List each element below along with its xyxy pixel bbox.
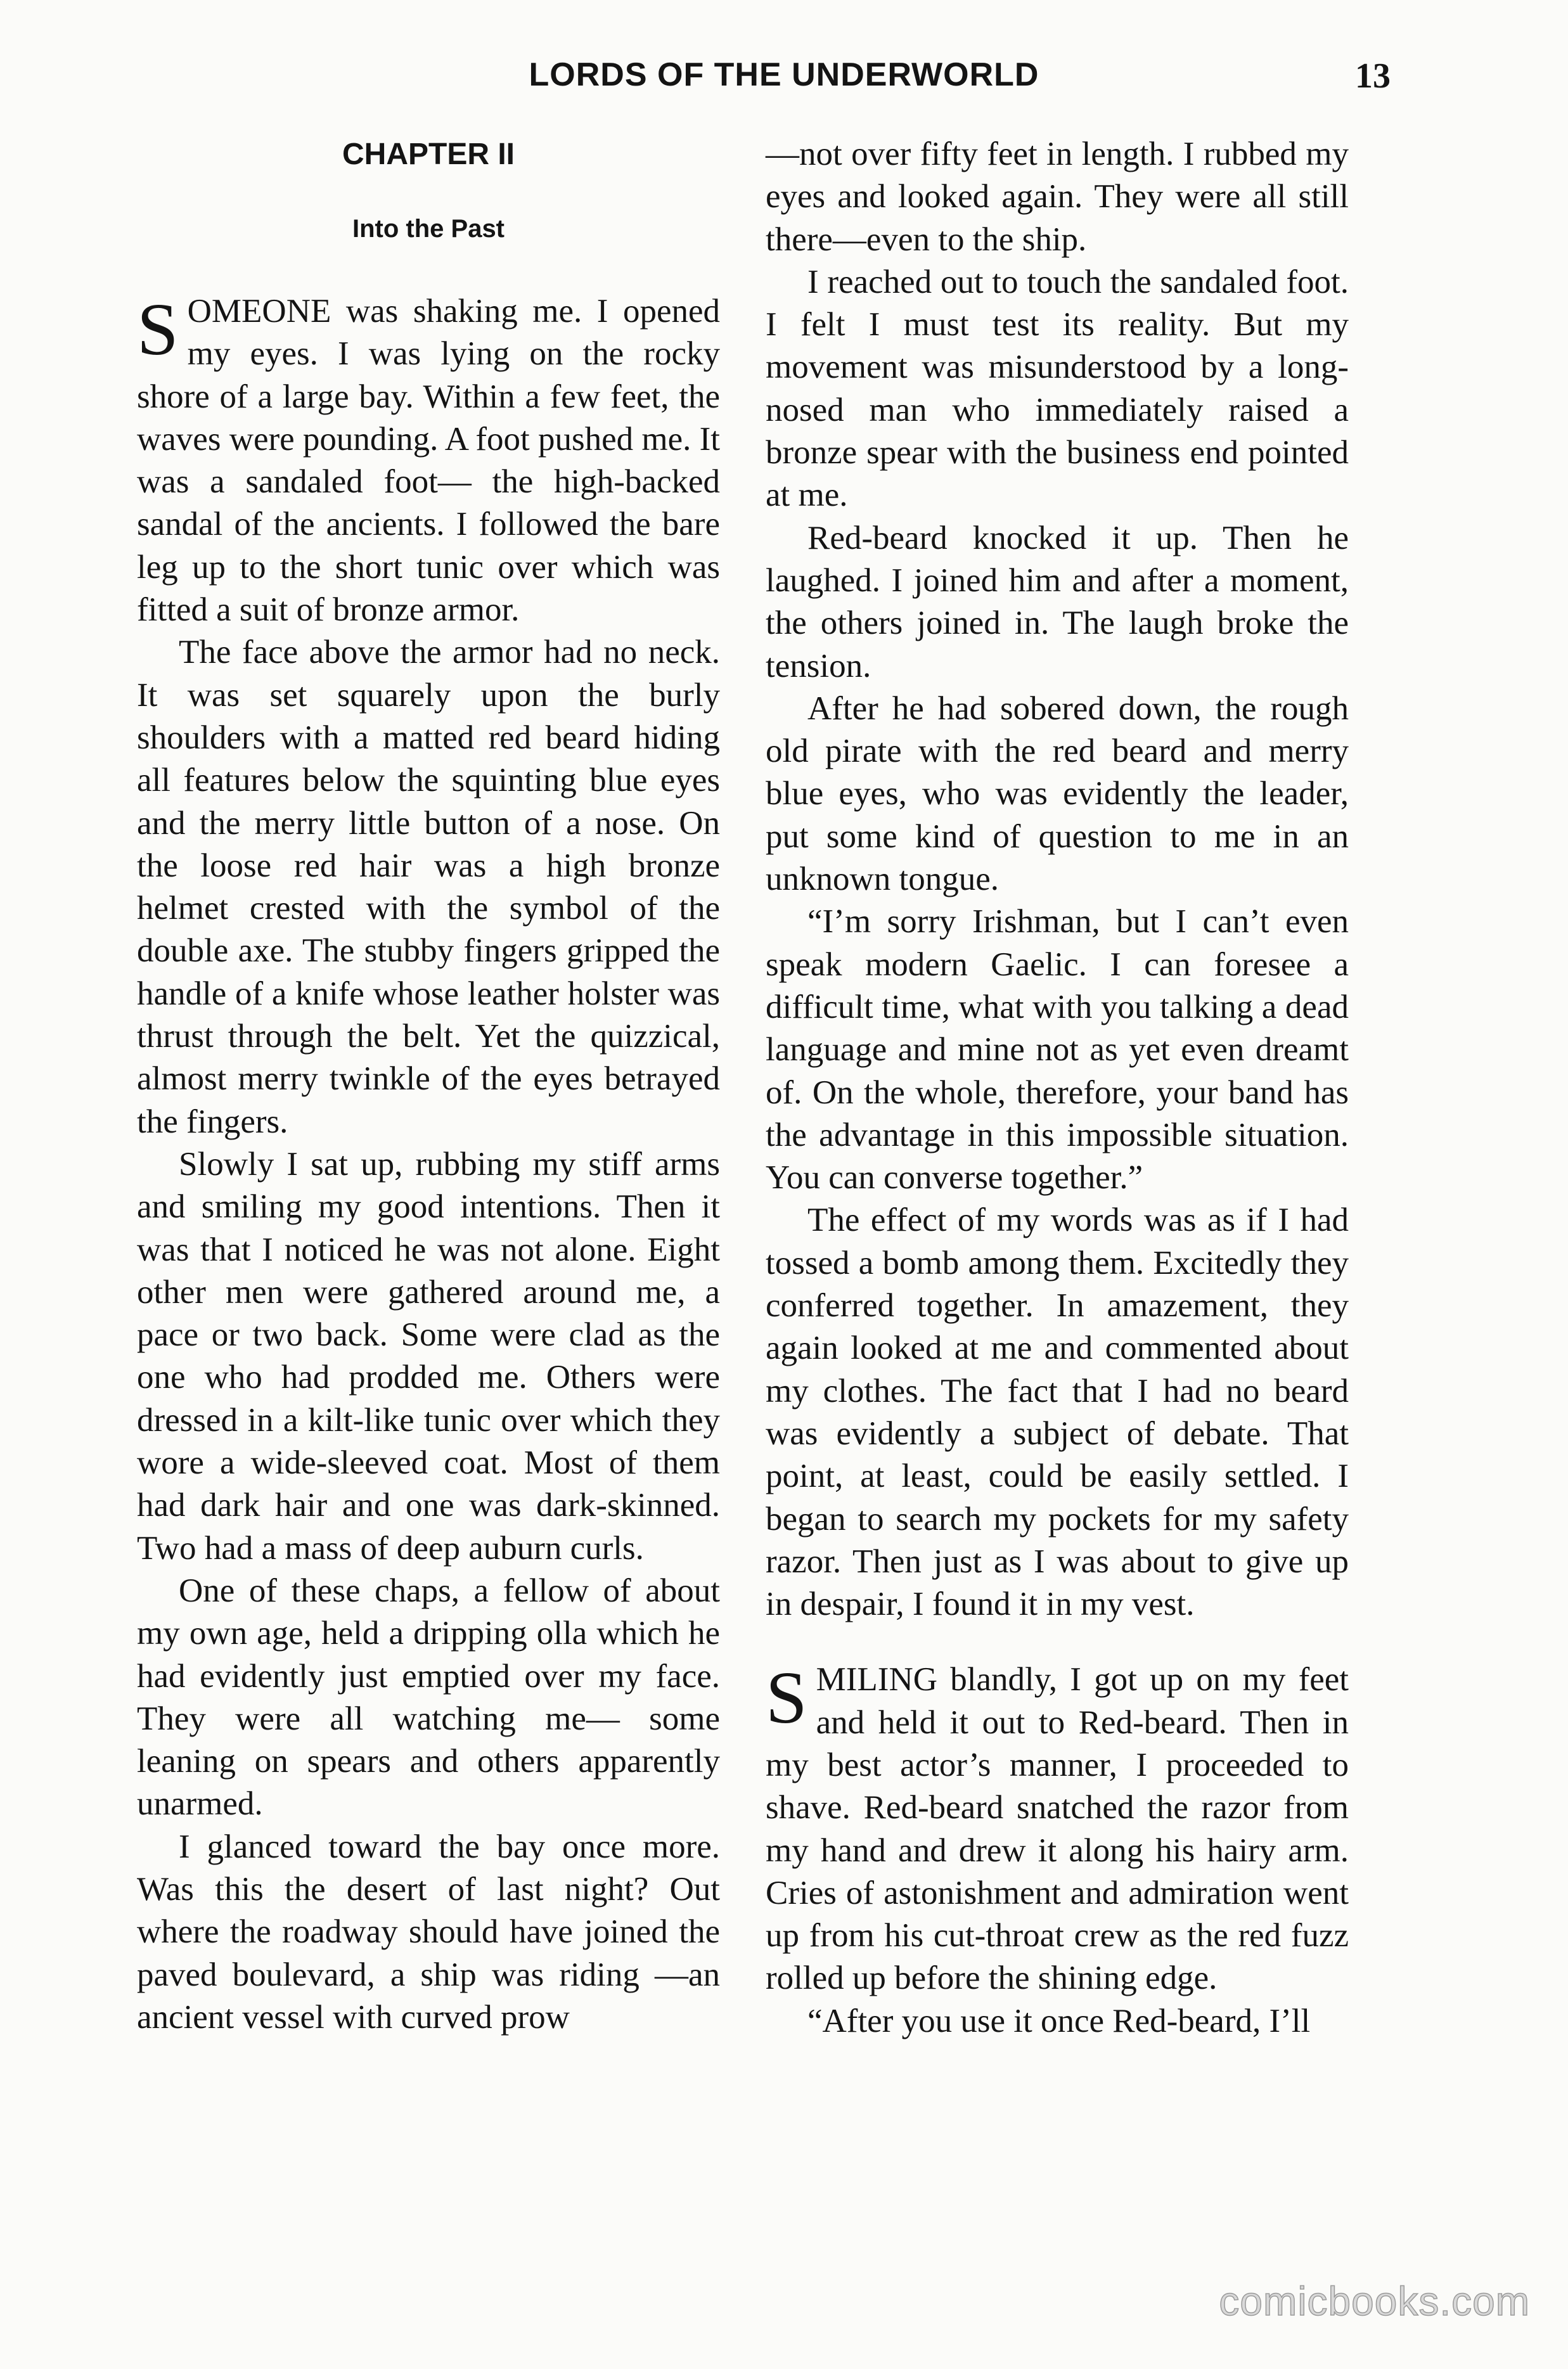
opening-text: OMEONE was shaking me. I opened my eyes. I was lying on the rocky shore of a large bay. Within a few feet, the waves were pounding. A foot pushed me. It was a sandaled foot— the high-backed sandal of the ancients. I followed the bare leg up to the short tunic over which was fitted a suit of bronze armor. <box>137 293 720 629</box>
body-paragraph: I reached out to touch the sandaled foot. I felt I must test its reality. But my movement was misunderstood by a long-nosed man who immediately raised a bronze spear with the business end pointed at me. <box>766 263 1349 514</box>
body-paragraph: The effect of my words was as if I had tossed a bomb among them. Excitedly they conferred together. In amazement, they again looked at me and commented about my clothes. The fact that I had no beard was evidently a subject of debate. That point, at least, could be easily settled. I began to search my pockets for my safety razor. Then just as I was about to give up in despair, I found it in my vest. <box>766 1202 1349 1623</box>
page-header <box>0 56 1568 100</box>
watermark: comicbooks.com <box>1219 2278 1530 2324</box>
left-column <box>137 133 720 2039</box>
body-paragraph: I glanced toward the bay once more. Was this the desert of last night? Out where the roadway should have joined the paved boulevard, a ship was riding —an ancient vessel with curved prow <box>137 1828 720 2036</box>
body-paragraph: “I’m sorry Irishman, but I can’t even speak modern Gaelic. I can foresee a difficult time, what with you talking a dead language and mine not as yet even dreamt of. On the whole, therefore, your band has the advantage in this impossible situation. You can converse together.” <box>766 903 1349 1197</box>
chapter-heading: CHAPTER II <box>342 138 515 171</box>
chapter-subtitle: Into the Past <box>352 215 505 243</box>
drop-cap: S <box>766 1656 807 1740</box>
section-opening-paragraph <box>766 1656 1349 2000</box>
page-number: 13 <box>1355 56 1391 96</box>
drop-cap: S <box>137 288 179 371</box>
opening-paragraph <box>137 290 720 631</box>
body-paragraph: Red-beard knocked it up. Then he laughed. I joined him and after a moment, the others joined in. The laugh broke the tension. <box>766 519 1349 684</box>
running-title: LORDS OF THE UNDERWORLD <box>529 56 1039 93</box>
section-opening-text: MILING blandly, I got up on my feet and held it out to Red-beard. Then in my best actor’s manner, I proceeded to shave. Red-beard snatched the razor from my hand and drew it along his hairy arm. Cries of astonishment and admiration went up from his cut-throat crew as the red fuzz rolled up before the shining edge. <box>766 1661 1349 1997</box>
body-paragraph: The face above the armor had no neck. It was set squarely upon the burly shoulders with a matted red beard hiding all features below the squinting blue eyes and the merry little button of a nose. On the loose red hair was a high bronze helmet crested with the symbol of the double axe. The stubby fingers gripped the handle of a knife whose leather holster was thrust through the belt. Yet the quizzical, almost merry twinkle of the eyes betrayed the fingers. <box>137 634 720 1140</box>
body-paragraph: “After you use it once Red-beard, I’ll <box>807 2002 1311 2039</box>
body-paragraph: After he had sobered down, the rough old pirate with the red beard and merry blue eyes, who was evidently the leader, put some kind of question to me in an unknown tongue. <box>766 690 1349 898</box>
continued-paragraph: —not over fifty feet in length. I rubbed my eyes and looked again. They were all still there—even to the ship. <box>766 136 1349 258</box>
body-paragraph: Slowly I sat up, rubbing my stiff arms and smiling my good intentions. Then it was that I noticed he was not alone. Eight other men were gathered around me, a pace or two back. Some were clad as the one who had prodded me. Others were dressed in a kilt-like tunic over which they wore a wide-sleeved coat. Most of them had dark hair and one was dark-skinned. Two had a mass of deep auburn curls. <box>137 1145 720 1567</box>
body-paragraph: One of these chaps, a fellow of about my own age, held a dripping olla which he had evidently just emptied over my face. They were all watching me— some leaning on spears and others apparently unarmed. <box>137 1572 720 1823</box>
right-column <box>766 133 1349 2043</box>
